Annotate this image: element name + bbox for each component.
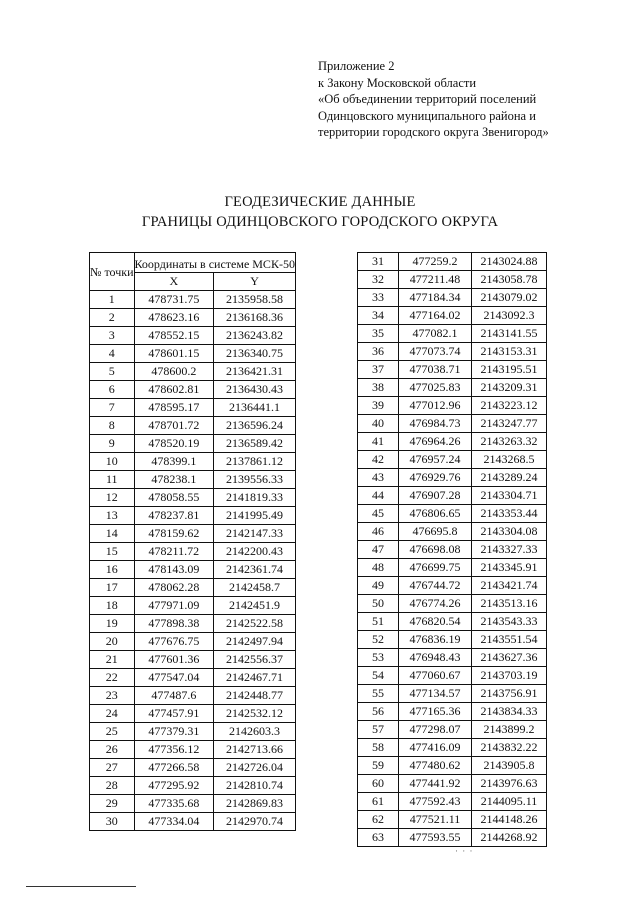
coord-x: 477487.6 xyxy=(134,687,214,705)
point-number: 41 xyxy=(358,433,399,451)
coord-y: 2136441.1 xyxy=(214,399,296,417)
point-number: 3 xyxy=(90,327,135,345)
table-row xyxy=(358,577,547,595)
coord-y: 2135958.58 xyxy=(214,291,296,309)
table-row xyxy=(90,615,296,633)
point-number: 6 xyxy=(90,381,135,399)
point-number: 59 xyxy=(358,757,399,775)
coord-x: 477379.31 xyxy=(134,723,214,741)
table-body-right xyxy=(358,253,547,847)
coord-x: 477356.12 xyxy=(134,741,214,759)
coord-x: 478159.62 xyxy=(134,525,214,543)
point-number: 21 xyxy=(90,651,135,669)
table-row xyxy=(90,471,296,489)
coord-x: 477335.68 xyxy=(134,795,214,813)
coord-y: 2143832.22 xyxy=(472,739,547,757)
point-number: 11 xyxy=(90,471,135,489)
coord-y: 2143834.33 xyxy=(472,703,547,721)
coord-y: 2143304.08 xyxy=(472,523,547,541)
coord-y: 2143756.91 xyxy=(472,685,547,703)
point-number: 39 xyxy=(358,397,399,415)
coord-y: 2136168.36 xyxy=(214,309,296,327)
coord-x: 476836.19 xyxy=(399,631,472,649)
coord-y: 2142448.77 xyxy=(214,687,296,705)
coord-y: 2143058.78 xyxy=(472,271,547,289)
coord-x: 476774.26 xyxy=(399,595,472,613)
coord-y: 2142361.74 xyxy=(214,561,296,579)
coord-y: 2143141.55 xyxy=(472,325,547,343)
coord-x: 477521.11 xyxy=(399,811,472,829)
coord-y: 2139556.33 xyxy=(214,471,296,489)
point-number: 46 xyxy=(358,523,399,541)
point-number: 14 xyxy=(90,525,135,543)
coord-x: 478623.16 xyxy=(134,309,214,327)
table-row xyxy=(358,307,547,325)
coord-x: 477334.04 xyxy=(134,813,214,831)
coord-x: 478601.15 xyxy=(134,345,214,363)
point-number: 52 xyxy=(358,631,399,649)
table-row xyxy=(358,325,547,343)
point-number: 61 xyxy=(358,793,399,811)
coord-x: 477211.48 xyxy=(399,271,472,289)
table-row xyxy=(358,595,547,613)
coord-y: 2143513.16 xyxy=(472,595,547,613)
point-number: 12 xyxy=(90,489,135,507)
coord-y: 2142497.94 xyxy=(214,633,296,651)
coord-y: 2143345.91 xyxy=(472,559,547,577)
coord-x: 478238.1 xyxy=(134,471,214,489)
coord-x: 477134.57 xyxy=(399,685,472,703)
table-row xyxy=(90,759,296,777)
point-number: 1 xyxy=(90,291,135,309)
point-number: 44 xyxy=(358,487,399,505)
coord-x: 478211.72 xyxy=(134,543,214,561)
coord-x: 478520.19 xyxy=(134,435,214,453)
point-number: 16 xyxy=(90,561,135,579)
coord-y: 2136430.43 xyxy=(214,381,296,399)
point-number: 27 xyxy=(90,759,135,777)
table-row xyxy=(358,487,547,505)
table-row xyxy=(90,813,296,831)
table-row xyxy=(90,363,296,381)
point-number: 33 xyxy=(358,289,399,307)
coord-x: 478143.09 xyxy=(134,561,214,579)
coord-x: 478062.28 xyxy=(134,579,214,597)
table-row xyxy=(90,399,296,417)
coord-y: 2142810.74 xyxy=(214,777,296,795)
point-number: 28 xyxy=(90,777,135,795)
coord-y: 2143905.8 xyxy=(472,757,547,775)
title-line-2: ГРАНИЦЫ ОДИНЦОВСКОГО ГОРОДСКОГО ОКРУГА xyxy=(141,214,499,230)
table-row xyxy=(358,793,547,811)
point-number: 9 xyxy=(90,435,135,453)
table-row xyxy=(90,345,296,363)
table-row xyxy=(358,469,547,487)
table-row xyxy=(358,667,547,685)
coord-x: 477601.36 xyxy=(134,651,214,669)
coord-y: 2142556.37 xyxy=(214,651,296,669)
coord-x: 478602.81 xyxy=(134,381,214,399)
coord-y: 2143247.77 xyxy=(472,415,547,433)
table-row xyxy=(90,291,296,309)
document-title xyxy=(0,192,640,232)
coord-y: 2136243.82 xyxy=(214,327,296,345)
point-number: 40 xyxy=(358,415,399,433)
coord-y: 2141819.33 xyxy=(214,489,296,507)
coord-x: 476698.08 xyxy=(399,541,472,559)
table-row xyxy=(358,721,547,739)
point-number: 25 xyxy=(90,723,135,741)
coord-y: 2143289.24 xyxy=(472,469,547,487)
table-row xyxy=(358,361,547,379)
coord-y: 2142451.9 xyxy=(214,597,296,615)
coord-y: 2143627.36 xyxy=(472,649,547,667)
table-row xyxy=(90,777,296,795)
coord-x: 477480.62 xyxy=(399,757,472,775)
coord-x: 478600.2 xyxy=(134,363,214,381)
point-number: 20 xyxy=(90,633,135,651)
coord-y: 2142869.83 xyxy=(214,795,296,813)
table-row xyxy=(90,507,296,525)
table-row xyxy=(90,795,296,813)
table-row xyxy=(358,415,547,433)
table-row xyxy=(358,703,547,721)
point-number: 37 xyxy=(358,361,399,379)
point-number: 58 xyxy=(358,739,399,757)
table-row xyxy=(358,811,547,829)
table-row xyxy=(90,669,296,687)
table-row xyxy=(90,705,296,723)
table-row xyxy=(90,489,296,507)
coord-x: 477971.09 xyxy=(134,597,214,615)
point-number: 10 xyxy=(90,453,135,471)
coord-x: 477184.34 xyxy=(399,289,472,307)
table-row xyxy=(358,757,547,775)
point-number: 36 xyxy=(358,343,399,361)
coord-x: 477038.71 xyxy=(399,361,472,379)
table-row xyxy=(358,253,547,271)
point-number: 7 xyxy=(90,399,135,417)
coord-x: 477547.04 xyxy=(134,669,214,687)
point-number: 50 xyxy=(358,595,399,613)
table-row xyxy=(358,289,547,307)
coord-y: 2142200.43 xyxy=(214,543,296,561)
table-row xyxy=(358,631,547,649)
coord-y: 2137861.12 xyxy=(214,453,296,471)
column-header-x: X xyxy=(134,273,214,291)
coord-y: 2143195.51 xyxy=(472,361,547,379)
coord-x: 478058.55 xyxy=(134,489,214,507)
coord-x: 477416.09 xyxy=(399,739,472,757)
point-number: 43 xyxy=(358,469,399,487)
point-number: 13 xyxy=(90,507,135,525)
point-number: 22 xyxy=(90,669,135,687)
coord-x: 476907.28 xyxy=(399,487,472,505)
table-row xyxy=(358,523,547,541)
point-number: 5 xyxy=(90,363,135,381)
point-number: 45 xyxy=(358,505,399,523)
coord-x: 476806.65 xyxy=(399,505,472,523)
table-row xyxy=(358,271,547,289)
coord-y: 2142522.58 xyxy=(214,615,296,633)
coord-y: 2144148.26 xyxy=(472,811,547,829)
point-number: 55 xyxy=(358,685,399,703)
coord-x: 477441.92 xyxy=(399,775,472,793)
coord-x: 478731.75 xyxy=(134,291,214,309)
table-row xyxy=(358,649,547,667)
table-row xyxy=(90,633,296,651)
table-row xyxy=(90,741,296,759)
coord-x: 477073.74 xyxy=(399,343,472,361)
coord-y: 2143327.33 xyxy=(472,541,547,559)
appendix-line: «Об объединении территорий поселений xyxy=(318,92,537,106)
footer-dots: · · · xyxy=(455,846,474,856)
point-number: 17 xyxy=(90,579,135,597)
coord-x: 477898.38 xyxy=(134,615,214,633)
coord-y: 2136421.31 xyxy=(214,363,296,381)
coord-y: 2143153.31 xyxy=(472,343,547,361)
table-row xyxy=(358,433,547,451)
coord-x: 476695.8 xyxy=(399,523,472,541)
coord-y: 2143353.44 xyxy=(472,505,547,523)
table-row xyxy=(90,453,296,471)
table-row xyxy=(90,525,296,543)
coord-x: 476820.54 xyxy=(399,613,472,631)
coord-x: 477060.67 xyxy=(399,667,472,685)
point-number: 29 xyxy=(90,795,135,813)
coord-x: 478552.15 xyxy=(134,327,214,345)
table-row xyxy=(90,309,296,327)
point-number: 4 xyxy=(90,345,135,363)
coord-y: 2136340.75 xyxy=(214,345,296,363)
coord-y: 2143268.5 xyxy=(472,451,547,469)
coord-x: 478701.72 xyxy=(134,417,214,435)
point-number: 23 xyxy=(90,687,135,705)
coord-x: 476957.24 xyxy=(399,451,472,469)
point-number: 8 xyxy=(90,417,135,435)
point-number: 15 xyxy=(90,543,135,561)
coord-x: 477165.36 xyxy=(399,703,472,721)
point-number: 2 xyxy=(90,309,135,327)
column-header-y: Y xyxy=(214,273,296,291)
coord-x: 478237.81 xyxy=(134,507,214,525)
appendix-line: территории городского округа Звенигород» xyxy=(318,125,549,139)
point-number: 24 xyxy=(90,705,135,723)
coord-x: 477266.58 xyxy=(134,759,214,777)
coord-y: 2142603.3 xyxy=(214,723,296,741)
coord-y: 2143024.88 xyxy=(472,253,547,271)
table-row xyxy=(358,559,547,577)
appendix-line: к Закону Московской области xyxy=(318,75,477,90)
coord-y: 2143263.32 xyxy=(472,433,547,451)
table-row xyxy=(90,651,296,669)
table-row xyxy=(90,327,296,345)
point-number: 57 xyxy=(358,721,399,739)
table-row xyxy=(358,775,547,793)
table-body-left xyxy=(90,291,296,831)
coord-x: 477295.92 xyxy=(134,777,214,795)
point-number: 49 xyxy=(358,577,399,595)
point-number: 51 xyxy=(358,613,399,631)
coord-y: 2143223.12 xyxy=(472,397,547,415)
coord-y: 2143703.19 xyxy=(472,667,547,685)
coord-y: 2144095.11 xyxy=(472,793,547,811)
point-number: 42 xyxy=(358,451,399,469)
table-row xyxy=(90,561,296,579)
table-row xyxy=(90,381,296,399)
point-number: 47 xyxy=(358,541,399,559)
point-number: 30 xyxy=(90,813,135,831)
point-number: 18 xyxy=(90,597,135,615)
coord-y: 2143079.02 xyxy=(472,289,547,307)
table-row xyxy=(358,829,547,847)
coord-x: 477593.55 xyxy=(399,829,472,847)
coord-y: 2143092.3 xyxy=(472,307,547,325)
table-row xyxy=(90,597,296,615)
point-number: 19 xyxy=(90,615,135,633)
coord-x: 476699.75 xyxy=(399,559,472,577)
table-row xyxy=(90,723,296,741)
point-number: 48 xyxy=(358,559,399,577)
point-number: 62 xyxy=(358,811,399,829)
point-number: 32 xyxy=(358,271,399,289)
coord-x: 477457.91 xyxy=(134,705,214,723)
coord-x: 477259.2 xyxy=(399,253,472,271)
title-line-1: ГЕОДЕЗИЧЕСКИЕ ДАННЫЕ xyxy=(224,194,416,210)
coord-y: 2142726.04 xyxy=(214,759,296,777)
table-row xyxy=(90,435,296,453)
coord-y: 2144268.92 xyxy=(472,829,547,847)
coord-y: 2142458.7 xyxy=(214,579,296,597)
coord-x: 478595.17 xyxy=(134,399,214,417)
point-number: 53 xyxy=(358,649,399,667)
coord-x: 477082.1 xyxy=(399,325,472,343)
point-number: 38 xyxy=(358,379,399,397)
coord-x: 477012.96 xyxy=(399,397,472,415)
coordinates-table-left xyxy=(89,252,296,831)
coord-x: 478399.1 xyxy=(134,453,214,471)
coord-x: 477592.43 xyxy=(399,793,472,811)
coord-y: 2143421.74 xyxy=(472,577,547,595)
table-row xyxy=(90,417,296,435)
footer-rule xyxy=(26,886,136,887)
point-number: 34 xyxy=(358,307,399,325)
coord-x: 477164.02 xyxy=(399,307,472,325)
coord-y: 2142532.12 xyxy=(214,705,296,723)
coord-y: 2143899.2 xyxy=(472,721,547,739)
coord-y: 2136596.24 xyxy=(214,417,296,435)
coord-y: 2142147.33 xyxy=(214,525,296,543)
coordinates-table-right xyxy=(357,252,547,847)
coord-x: 476984.73 xyxy=(399,415,472,433)
point-number: 31 xyxy=(358,253,399,271)
point-number: 60 xyxy=(358,775,399,793)
point-number: 63 xyxy=(358,829,399,847)
table-row xyxy=(90,687,296,705)
coord-y: 2143543.33 xyxy=(472,613,547,631)
table-row xyxy=(358,451,547,469)
coord-x: 477676.75 xyxy=(134,633,214,651)
table-row xyxy=(90,543,296,561)
coord-y: 2141995.49 xyxy=(214,507,296,525)
table-row xyxy=(358,739,547,757)
coord-y: 2136589.42 xyxy=(214,435,296,453)
point-number: 56 xyxy=(358,703,399,721)
coord-y: 2143209.31 xyxy=(472,379,547,397)
column-header-number: № точки xyxy=(90,253,135,291)
table-row xyxy=(358,379,547,397)
table-row xyxy=(358,541,547,559)
table-row xyxy=(358,685,547,703)
coord-x: 476744.72 xyxy=(399,577,472,595)
table-row xyxy=(358,505,547,523)
point-number: 54 xyxy=(358,667,399,685)
coord-y: 2143304.71 xyxy=(472,487,547,505)
point-number: 35 xyxy=(358,325,399,343)
coord-y: 2142467.71 xyxy=(214,669,296,687)
coord-y: 2143551.54 xyxy=(472,631,547,649)
appendix-header xyxy=(318,58,618,141)
coord-x: 477298.07 xyxy=(399,721,472,739)
coord-x: 476948.43 xyxy=(399,649,472,667)
point-number: 26 xyxy=(90,741,135,759)
coord-x: 476929.76 xyxy=(399,469,472,487)
coord-x: 476964.26 xyxy=(399,433,472,451)
appendix-line: Одинцовского муниципального района и xyxy=(318,108,536,123)
coord-y: 2142970.74 xyxy=(214,813,296,831)
coord-y: 2143976.63 xyxy=(472,775,547,793)
table-row xyxy=(90,579,296,597)
coord-y: 2142713.66 xyxy=(214,741,296,759)
table-row xyxy=(358,397,547,415)
coord-x: 477025.83 xyxy=(399,379,472,397)
appendix-line: Приложение 2 xyxy=(318,59,395,73)
table-row xyxy=(358,613,547,631)
column-header-system: Координаты в системе МСК-50 xyxy=(134,253,295,273)
table-row xyxy=(358,343,547,361)
